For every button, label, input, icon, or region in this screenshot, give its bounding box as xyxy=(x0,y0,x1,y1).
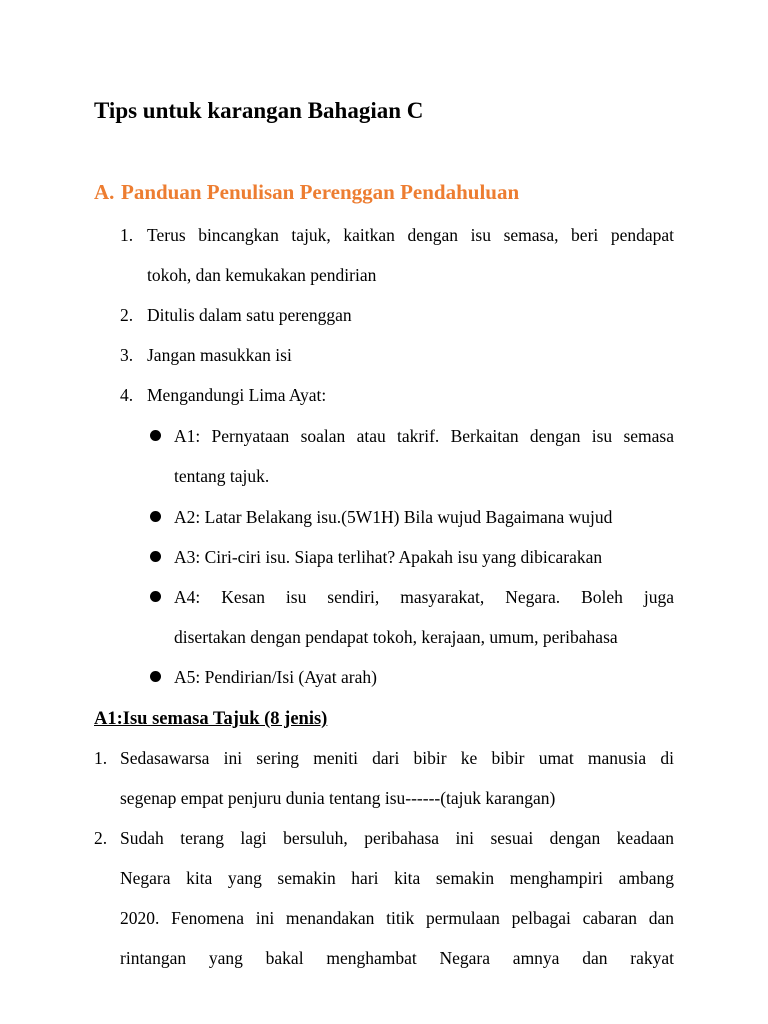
list-item-line: segenap empat penjuru dunia tentang isu------(tajuk karangan) xyxy=(120,788,556,808)
document-title: Tips untuk karangan Bahagian C xyxy=(94,98,424,123)
bullet-dot xyxy=(150,591,161,602)
list-item-number: 4. xyxy=(120,385,134,405)
list-item-line: Mengandungi Lima Ayat: xyxy=(147,385,327,405)
list-item-line: Jangan masukkan isi xyxy=(147,345,292,365)
list-item-line: tokoh, dan kemukakan pendirian xyxy=(147,265,377,285)
list-item-line: Ditulis dalam satu perenggan xyxy=(147,305,352,325)
list-item-line: Sedasawarsa ini sering meniti dari bibir ke bibir umat manusia di xyxy=(120,748,674,768)
list-item-line: Sudah terang lagi bersuluh, peribahasa ini sesuai dengan keadaan xyxy=(120,828,674,848)
bullet-dot xyxy=(150,511,161,522)
list-item-line: Negara kita yang semakin hari kita semakin menghampiri ambang xyxy=(120,868,674,888)
list-item-number: 1. xyxy=(94,748,108,768)
bullet-dot xyxy=(150,551,161,562)
subsection-heading: A1:Isu semasa Tajuk (8 jenis) xyxy=(94,709,328,729)
bullet-line: A2: Latar Belakang isu.(5W1H) Bila wujud Bagaimana wujud xyxy=(174,507,613,527)
section-a-heading xyxy=(94,180,519,205)
bullet-dot xyxy=(150,430,161,441)
bullet-line: A3: Ciri-ciri isu. Siapa terlihat? Apakah isu yang dibicarakan xyxy=(174,547,603,567)
bullet-line: A4: Kesan isu sendiri, masyarakat, Negara. Boleh juga xyxy=(174,587,674,607)
bullet-dot xyxy=(150,671,161,682)
section-a-title: Panduan Penulisan Perenggan Pendahuluan xyxy=(121,180,520,204)
list-item-number: 2. xyxy=(94,828,108,848)
section-a-letter: A. xyxy=(94,180,115,204)
bullet-line: A1: Pernyataan soalan atau takrif. Berkaitan dengan isu semasa xyxy=(174,426,674,446)
bullet-line: tentang tajuk. xyxy=(174,466,270,486)
list-item-number: 2. xyxy=(120,305,134,325)
bullet-line: disertakan dengan pendapat tokoh, kerajaan, umum, peribahasa xyxy=(174,627,618,647)
list-item-line: rintangan yang bakal menghambat Negara amnya dan rakyat xyxy=(120,948,674,968)
list-item-number: 3. xyxy=(120,345,134,365)
bullet-line: A5: Pendirian/Isi (Ayat arah) xyxy=(174,667,377,687)
list-item-line: Terus bincangkan tajuk, kaitkan dengan isu semasa, beri pendapat xyxy=(147,225,674,245)
list-item-number: 1. xyxy=(120,225,134,245)
list-item-line: 2020. Fenomena ini menandakan titik permulaan pelbagai cabaran dan xyxy=(120,908,674,928)
